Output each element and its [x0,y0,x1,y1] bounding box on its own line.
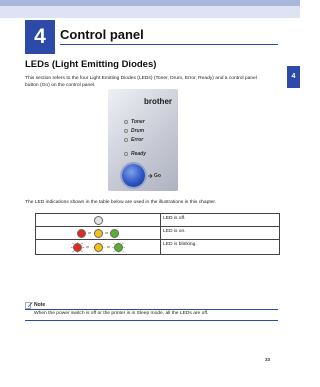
red-blinking-led-icon [71,242,84,253]
go-button[interactable] [122,164,145,187]
or-text: or [85,245,90,249]
brand-logo: brother [144,97,172,106]
green-led-icon [110,229,119,238]
drum-label: Drum [131,128,145,134]
ready-label: Ready [131,151,147,157]
intro-line: This section refers to the four Light Emitting Diodes (LEDs) (Toner, Drum, Error, Ready) and a control panel [25,76,257,81]
drum-led-icon [124,129,128,133]
led-off-description: LED is off. [161,214,280,227]
led-blinking-description: LED is blinking. [161,240,280,255]
green-blinking-led-icon [112,242,125,253]
control-panel-illustration [108,89,178,191]
yellow-led-icon [94,229,103,238]
or-text: or [104,231,109,235]
go-label: Go [154,173,161,179]
or-text: or [106,245,111,249]
table-row [36,214,280,227]
chapter-number: 4 [25,20,55,54]
header-band-accent [0,0,300,6]
error-label: Error [131,137,144,143]
toner-label: Toner [131,119,145,125]
note-text: When the power switch is off or the printer is in Sleep mode, all the LEDs are off. [34,311,209,316]
led-blinking-illustration [36,240,161,255]
title-rule [60,44,278,45]
table-intro: The LED indications shown in the table below are used in the illustrations in this chapter. [25,200,217,205]
note-rule-bottom [25,320,278,321]
go-icon [147,173,153,179]
chapter-side-tab: 4 [287,66,300,88]
toner-led-icon [124,120,128,124]
ready-led-icon [124,152,128,156]
note-rule-top [25,309,278,310]
led-on-illustration [36,227,161,240]
red-led-icon [77,229,86,238]
intro-line: button (Go) on the control panel. [25,83,96,89]
section-heading: LEDs (Light Emitting Diodes) [25,59,157,70]
grey-led-icon [94,216,103,225]
chapter-title: Control panel [60,27,144,42]
led-on-description: LED is on. [161,227,280,240]
page-number: 33 [265,357,271,362]
table-row [36,240,280,255]
note-label: Note [34,302,46,308]
yellow-blinking-led-icon [92,242,105,253]
note-pencil-icon [25,301,33,309]
or-text: or [87,231,92,235]
error-led-icon [124,138,128,142]
intro-paragraph [25,75,280,89]
table-row [36,227,280,240]
led-off-illustration [36,214,161,227]
led-legend-table [35,213,280,255]
